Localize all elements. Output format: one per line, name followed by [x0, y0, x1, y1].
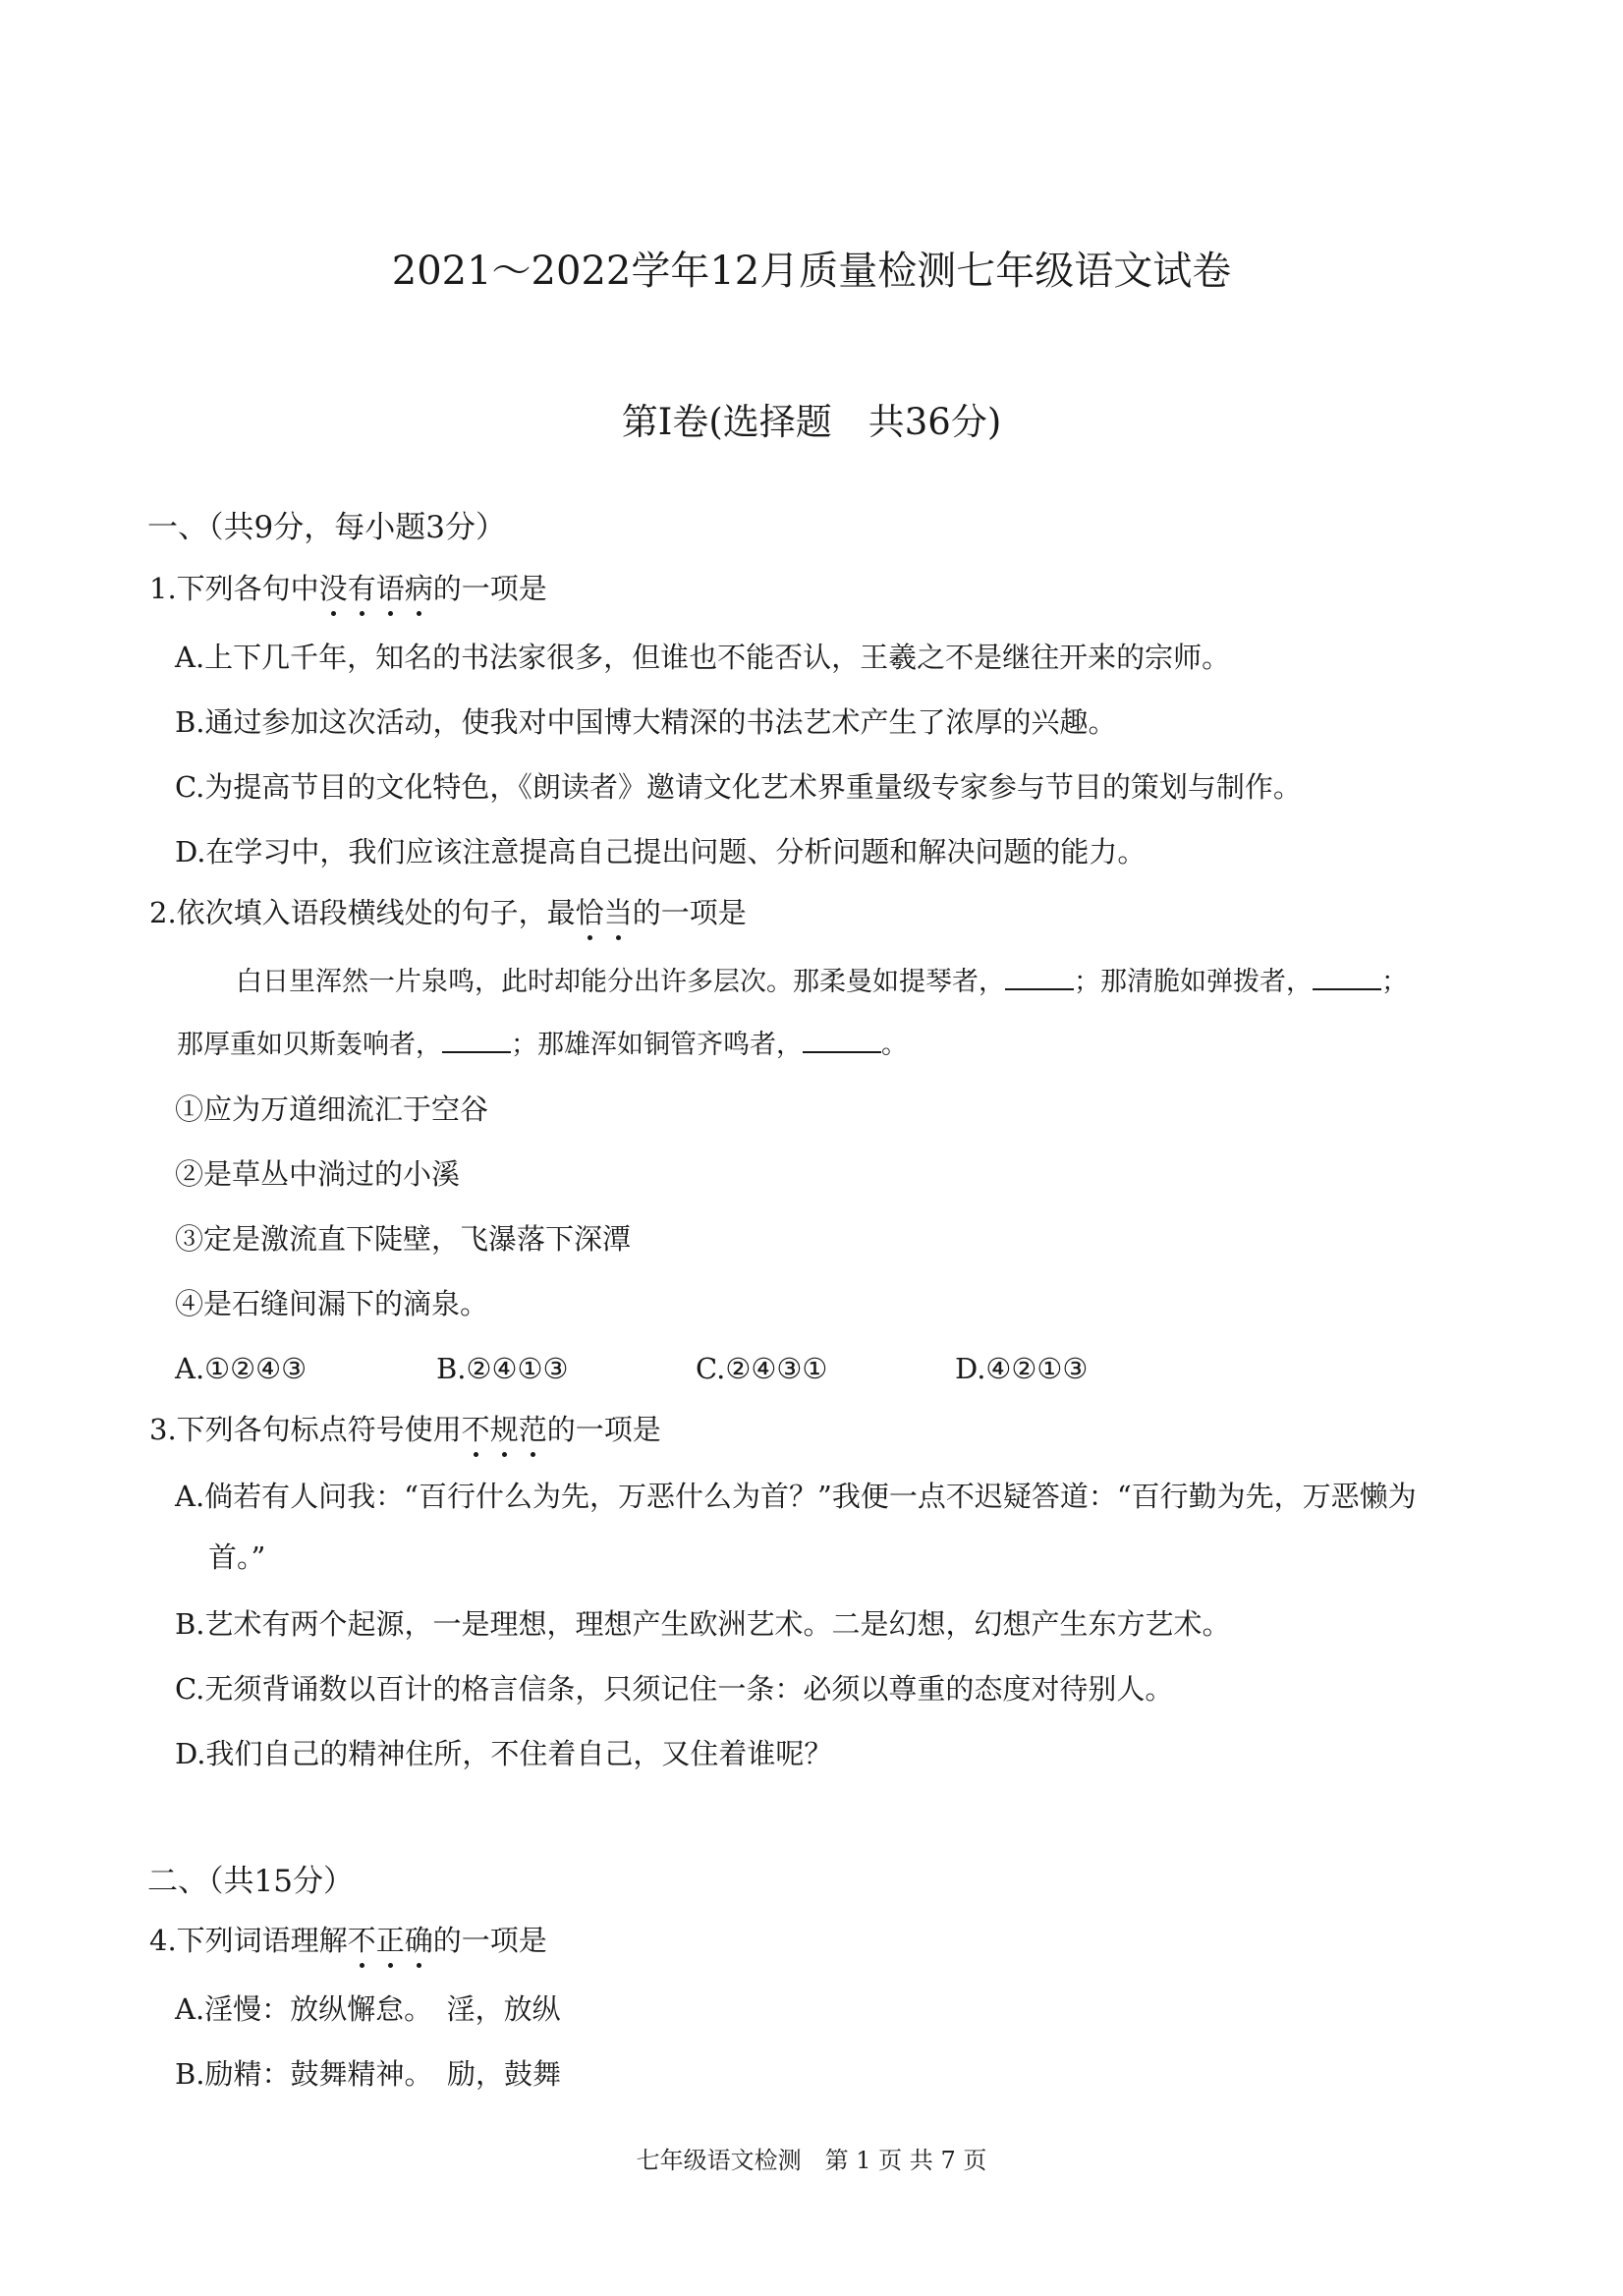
emphasis-char: 没 — [319, 568, 348, 609]
stem-text: 的一项是 — [432, 572, 547, 605]
section-1-heading: 一、（共9分，每小题3分） — [147, 510, 506, 545]
emphasis-char: 不 — [348, 1920, 376, 1961]
q2-sentence-2: ②是草丛中淌过的小溪 — [175, 1157, 461, 1191]
exam-title: 2021～2022学年12月质量检测七年级语文试卷 — [391, 249, 1232, 294]
q1-option-d: D.在学习中，我们应该注意提高自己提出问题、分析问题和解决问题的能力。 — [175, 835, 1147, 868]
emphasis-char: 有 — [348, 568, 376, 609]
q3-option-d: D.我们自己的精神住所，不住着自己，又住着谁呢？ — [175, 1737, 833, 1770]
q2-sentence-3: ③定是激流直下陡壁，飞瀑落下深潭 — [175, 1222, 632, 1256]
q1-option-a: A.上下几千年，知名的书法家很多，但谁也不能否认，王羲之不是继往开来的宗师。 — [175, 641, 1231, 674]
q3-option-a-line-1: A.倘若有人问我：“百行什么为先，万恶什么为首？”我便一点不迟疑答道：“百行勤为先，万恶懒为 — [175, 1480, 1417, 1513]
stem-text: 3.下列各句标点符号使用 — [149, 1413, 462, 1446]
stem-text: 的一项是 — [432, 1924, 547, 1957]
passage-line-2 — [177, 1026, 908, 1065]
fill-blank — [1005, 965, 1074, 990]
emphasis-char: 病 — [405, 568, 433, 609]
emphasis-char: 恰 — [576, 892, 604, 933]
passage-line-1 — [236, 963, 1408, 1002]
stem-text: 的一项是 — [546, 1413, 661, 1446]
emphasis-char: 语 — [376, 568, 405, 609]
q4-option-b: B.励精：鼓舞精神。 励，鼓舞 — [175, 2057, 562, 2091]
q2-option-b: B.②④①③ — [436, 1352, 569, 1385]
q2-sentence-4: ④是石缝间漏下的滴泉。 — [175, 1287, 489, 1320]
q3-option-c: C.无须背诵数以百计的格言信条，只须记住一条：必须以尊重的态度对待别人。 — [175, 1672, 1174, 1706]
q1-option-b: B.通过参加这次活动，使我对中国博大精深的书法艺术产生了浓厚的兴趣。 — [175, 705, 1117, 739]
passage-text: ；那雄浑如铜管齐鸣者， — [511, 1030, 803, 1060]
q2-option-d: D.④②①③ — [955, 1352, 1089, 1385]
q3-option-b: B.艺术有两个起源，一是理想，理想产生欧洲艺术。二是幻想，幻想产生东方艺术。 — [175, 1607, 1231, 1641]
section-2-heading: 二、（共15分） — [147, 1864, 354, 1899]
fill-blank — [803, 1028, 881, 1053]
stem-text: 2.依次填入语段横线处的句子，最 — [149, 896, 576, 929]
fill-blank — [442, 1028, 511, 1053]
passage-text: ；那清脆如弹拨者， — [1074, 967, 1313, 997]
emphasis-char: 范 — [519, 1409, 547, 1450]
page-footer: 七年级语文检测 第 1 页 共 7 页 — [636, 2147, 987, 2174]
stem-text: 4.下列词语理解 — [149, 1924, 348, 1957]
stem-text: 的一项是 — [632, 896, 747, 929]
passage-text: ； — [1381, 967, 1408, 997]
passage-text: 。 — [881, 1030, 908, 1060]
passage-text: 白日里浑然一片泉鸣，此时却能分出许多层次。那柔曼如提琴者， — [236, 967, 1005, 997]
question-4-stem — [149, 1920, 547, 1961]
q1-option-c: C.为提高节目的文化特色，《朗读者》邀请文化艺术界重量级专家参与节目的策划与制作。 — [175, 770, 1302, 804]
q2-option-a: A.①②④③ — [175, 1352, 308, 1385]
emphasis-char: 规 — [490, 1409, 519, 1450]
question-3-stem — [149, 1409, 661, 1450]
emphasis-char: 当 — [604, 892, 633, 933]
q2-option-c: C.②④③① — [696, 1352, 828, 1385]
fill-blank — [1313, 965, 1381, 990]
part-title: 第Ⅰ卷(选择题 共36分) — [621, 401, 1002, 443]
question-2-stem — [149, 892, 747, 933]
emphasis-char: 正 — [376, 1920, 405, 1961]
emphasis-char: 确 — [405, 1920, 433, 1961]
q4-option-a: A.淫慢：放纵懈怠。 淫，放纵 — [175, 1992, 561, 2026]
q3-option-a-line-2: 首。” — [208, 1540, 266, 1574]
question-1-stem — [149, 568, 547, 609]
emphasis-char: 不 — [462, 1409, 490, 1450]
q2-sentence-1: ①应为万道细流汇于空谷 — [175, 1092, 489, 1126]
stem-text: 1.下列各句中 — [149, 572, 319, 605]
passage-text: 那厚重如贝斯轰响者， — [177, 1030, 442, 1060]
